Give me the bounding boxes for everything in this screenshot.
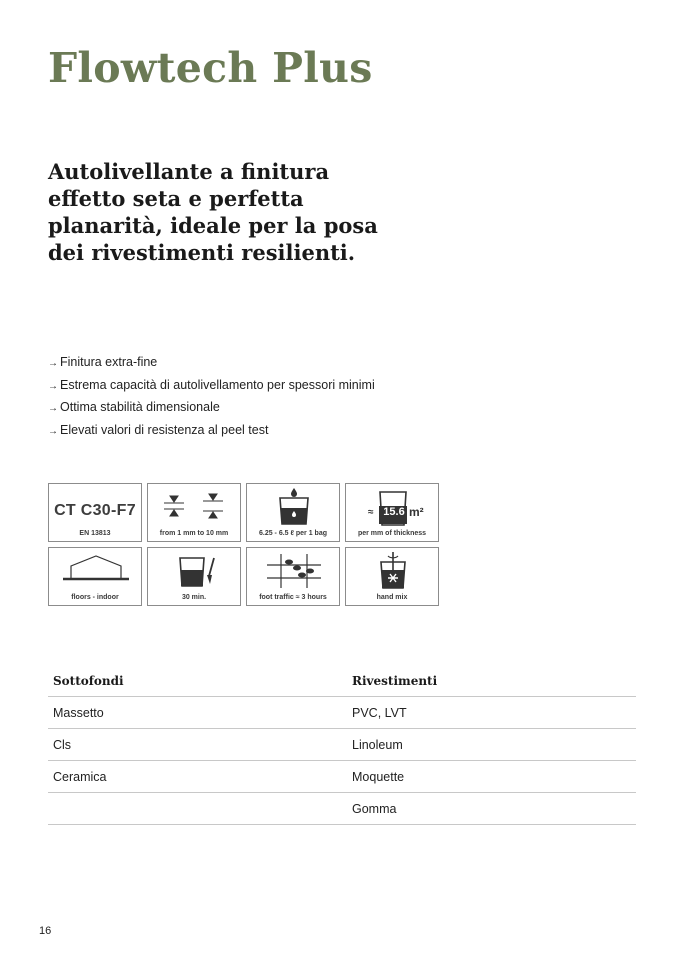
pot-life-icon <box>148 548 242 593</box>
feature-item: → Finitura extra-fine <box>48 355 158 369</box>
table-cell: Moquette <box>347 761 636 793</box>
product-subtitle: Autolivellante a finitura effetto seta e perfetta planarità, ideale per la posa dei rivestimenti resilienti. <box>48 159 378 265</box>
hand-mix-icon <box>346 548 440 593</box>
feature-list <box>48 352 375 442</box>
table-row <box>48 729 636 761</box>
arrow-right-icon: → <box>48 425 58 437</box>
feature-item: → Estrema capacità di autolivellamento per spessori minimi <box>48 377 375 392</box>
table-cell: Linoleum <box>347 729 636 761</box>
table-cell: PVC, LVT <box>347 697 636 729</box>
pot-life-tile <box>147 547 241 606</box>
tile-caption: per mm of thickness <box>357 530 427 537</box>
column-header-sottofondi: Sottofondi <box>48 665 347 697</box>
page-title: Flowtech Plus <box>48 44 373 92</box>
floors-tile <box>48 547 142 606</box>
tile-caption: from 1 mm to 10 mm <box>159 530 229 537</box>
water-bucket-icon <box>247 484 341 529</box>
tile-caption: floors - indoor <box>71 594 119 601</box>
column-header-rivestimenti: Rivestimenti <box>347 665 636 697</box>
technical-icon-grid <box>48 483 439 607</box>
foot-traffic-tile <box>246 547 340 606</box>
tile-caption: 30 min. <box>181 594 207 601</box>
table-cell: Ceramica <box>48 761 347 793</box>
table-cell <box>48 793 347 825</box>
table-row <box>48 697 636 729</box>
table-cell: Cls <box>48 729 347 761</box>
foot-traffic-icon <box>247 548 341 593</box>
coverage-value: 15.6 <box>383 506 405 518</box>
table-row <box>48 761 636 793</box>
ct-class-icon: CT C30-F7 <box>54 502 136 519</box>
table-cell: Gomma <box>347 793 636 825</box>
thickness-tile <box>147 483 241 542</box>
coverage-unit: m² <box>409 505 424 519</box>
tile-caption: 6.25 - 6.5 ℓ per 1 bag <box>258 530 327 537</box>
table-header-row <box>48 665 636 697</box>
hand-mix-tile <box>345 547 439 606</box>
ct-class-tile <box>48 483 142 542</box>
approx-symbol: ≈ <box>368 507 374 518</box>
tile-caption: EN 13813 <box>79 530 111 537</box>
arrow-right-icon: → <box>48 358 58 369</box>
feature-item: → Ottima stabilità dimensionale <box>48 400 220 414</box>
substrates-table <box>48 665 636 825</box>
table-row <box>48 793 636 825</box>
tile-caption: hand mix <box>376 594 408 601</box>
coverage-tile <box>345 483 439 542</box>
feature-item: → Elevati valori di resistenza al peel test <box>48 422 269 437</box>
arrow-right-icon: → <box>48 380 58 392</box>
tile-caption: foot traffic ≈ 3 hours <box>259 594 327 601</box>
table-cell: Massetto <box>48 697 347 729</box>
arrow-right-icon: → <box>48 403 58 414</box>
water-tile <box>246 483 340 542</box>
house-floor-icon <box>49 548 143 593</box>
page-number: 16 <box>39 925 52 937</box>
thickness-icon <box>148 484 242 529</box>
